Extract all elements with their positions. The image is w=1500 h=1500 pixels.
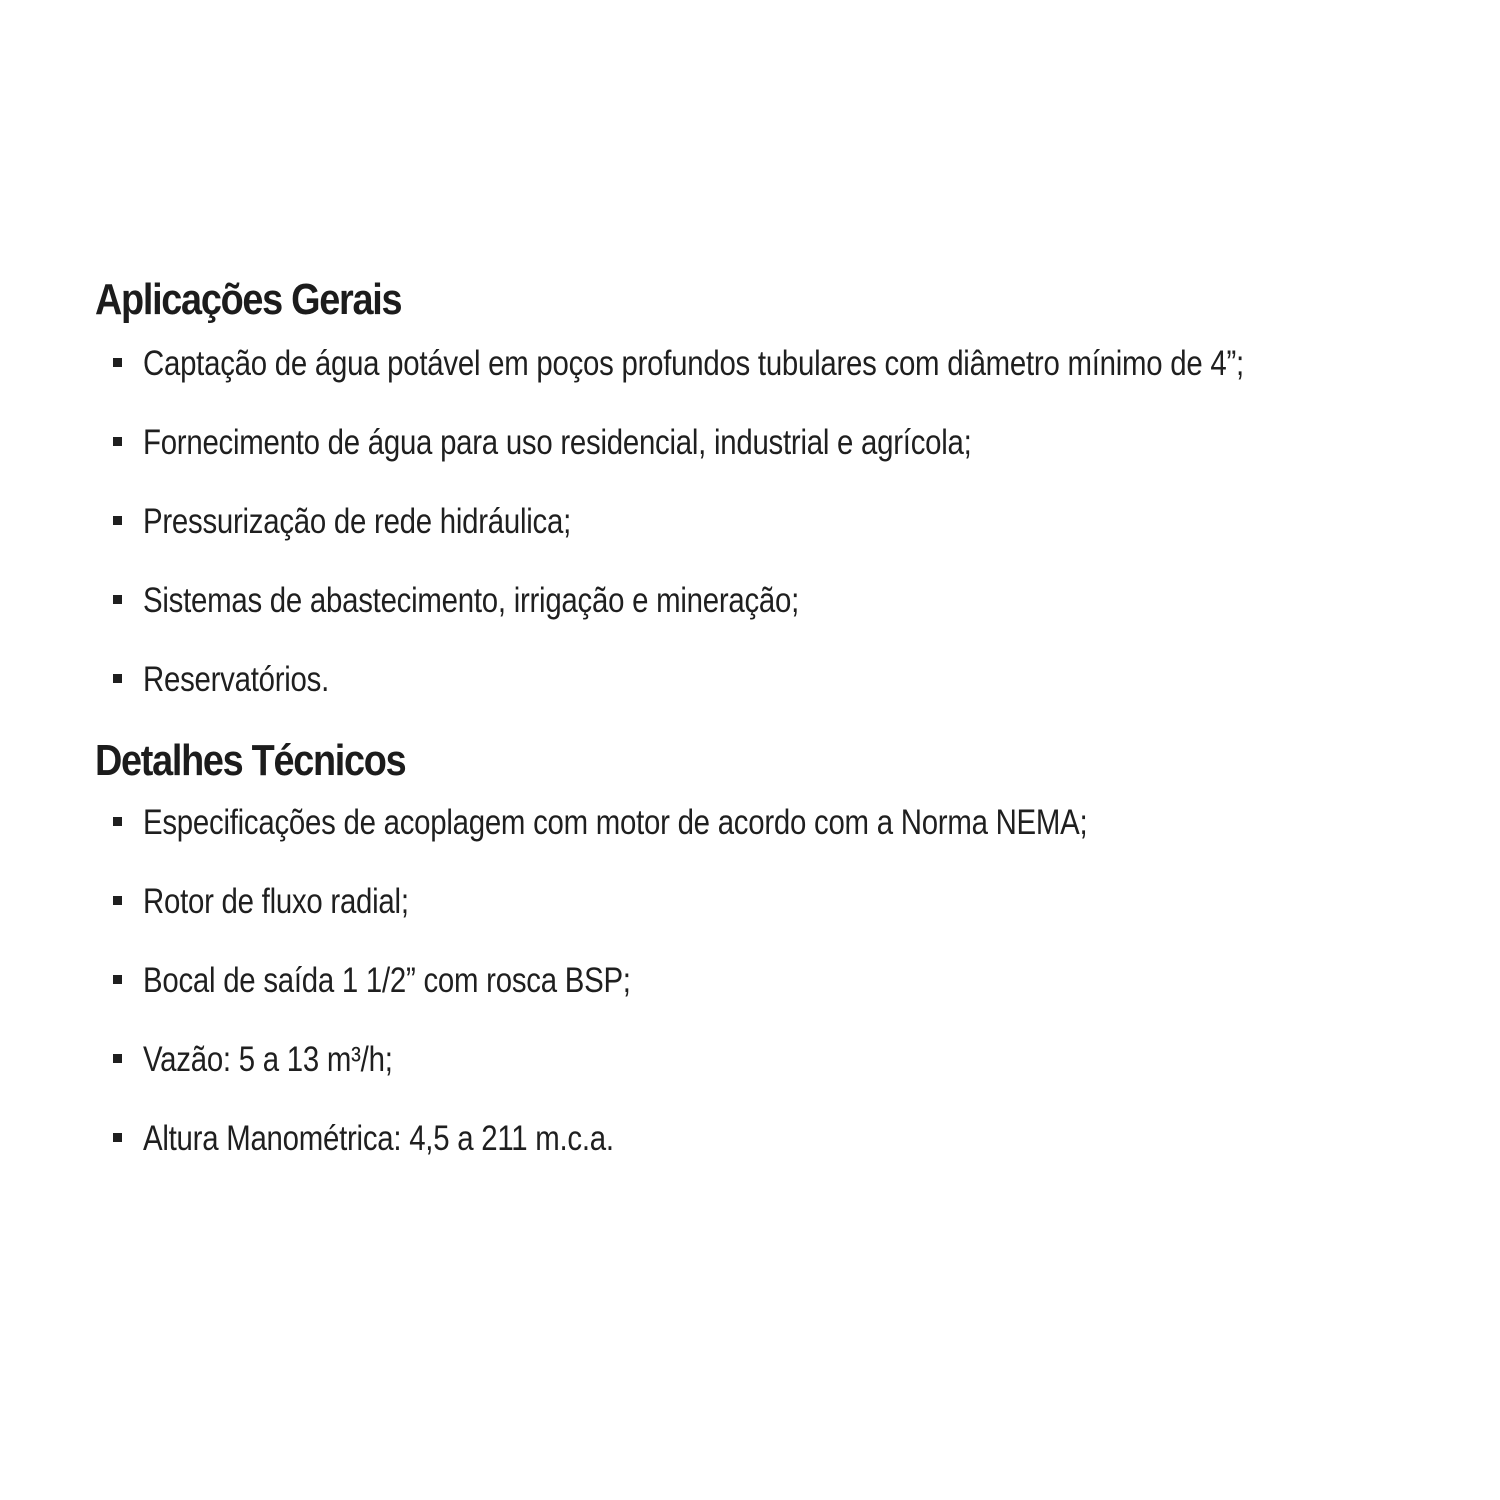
product-description [95,268,1465,1178]
square-bullet-icon [113,358,122,367]
list-item: Altura Manométrica: 4,5 a 211 m.c.a. [95,1099,1465,1178]
section-title-detalhes-tecnicos: Detalhes Técnicos [95,736,406,785]
square-bullet-icon [113,975,122,984]
square-bullet-icon [113,896,122,905]
square-bullet-icon [113,674,122,683]
list-item: Sistemas de abastecimento, irrigação e mineração; [95,561,1465,640]
section-title-aplicacoes-gerais: Aplicações Gerais [95,275,402,324]
list-item: Fornecimento de água para uso residencial, industrial e agrícola; [95,403,1465,482]
list-item: Pressurização de rede hidráulica; [95,482,1465,561]
square-bullet-icon [113,1133,122,1142]
aplicacoes-gerais-list [95,324,1465,719]
list-item: Reservatórios. [95,640,1465,719]
square-bullet-icon [113,595,122,604]
list-item: Captação de água potável em poços profundos tubulares com diâmetro mínimo de 4”; [95,324,1465,403]
detalhes-tecnicos-list [95,783,1465,1178]
square-bullet-icon [113,516,122,525]
list-item: Especificações de acoplagem com motor de acordo com a Norma NEMA; [95,783,1465,862]
list-item: Bocal de saída 1 1/2” com rosca BSP; [95,941,1465,1020]
list-item: Vazão: 5 a 13 m³/h; [95,1020,1465,1099]
square-bullet-icon [113,1054,122,1063]
list-item: Rotor de fluxo radial; [95,862,1465,941]
square-bullet-icon [113,817,122,826]
square-bullet-icon [113,437,122,446]
